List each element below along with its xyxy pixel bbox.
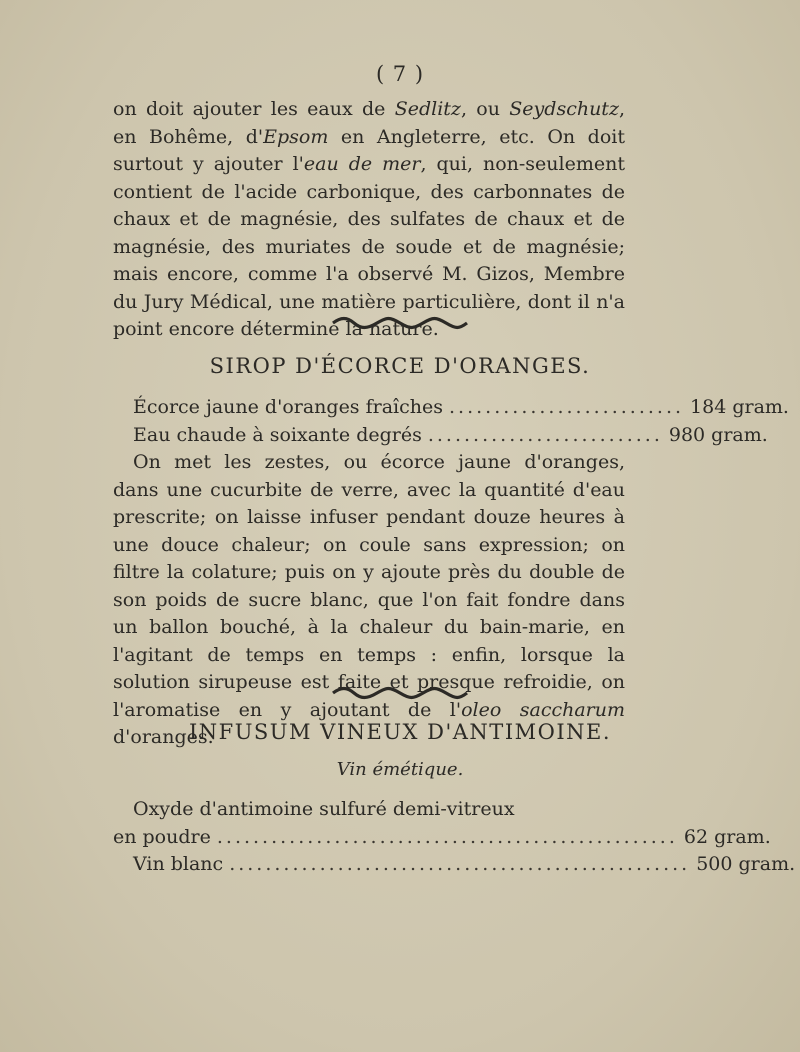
text-run: , qui, non-seulement contient de l'acide carbonique, des carbonnates de chaux et de magnésie, des sulfates de chaux et de magnésie, des muriates de soude et de magnésie; mais encore, comme l'a observé M. Gizos, Membre du Jury Médical, une matière particulière, dont il n'a point encore déterminé la nature. xyxy=(113,153,625,340)
ingredient-name: Eau chaude à soixante degrés xyxy=(133,423,422,446)
ingredient-name: en poudre xyxy=(113,825,211,848)
text-run: on doit ajouter les eaux de xyxy=(113,98,395,120)
ingredient-amount: 184 gram. xyxy=(690,396,789,418)
section-subtitle: Vin émétique. xyxy=(336,759,464,780)
text-run: On met les zestes, ou écorce jaune d'oranges, dans une cucurbite de verre, avec la quantité d'eau prescrite; on laisse infuser pendant douze heures à une douce chaleur; on coule sans expression; on filtre la colature; puis on y ajoute près du double de son poids de sucre blanc, que l'on fait fondre dans un ballon bouché, à la chaleur du bain-marie, en l'agitant de temps en temps : enfin, lorsque la solution sirupeuse est faite et presque refroidie, on l'aromatise en y ajoutant de l' xyxy=(113,451,625,721)
ingredient-amount: 62 gram. xyxy=(683,825,771,848)
ornament-divider xyxy=(0,314,800,333)
ingredient-amount: 980 gram. xyxy=(668,423,768,446)
dot-leader: .......................... xyxy=(449,396,685,418)
ingredient-name: Écorce jaune d'oranges fraîches xyxy=(133,396,443,418)
paragraph-text xyxy=(113,96,625,344)
text-run-italic: oleo saccharum xyxy=(461,698,625,721)
text-run: , en Bohême, d' xyxy=(113,98,625,148)
ingredient-name-line: Oxyde d'antimoine sulfuré demi-vitreux xyxy=(133,798,515,820)
page-number: ( 7 ) xyxy=(375,62,425,86)
text-run: , ou xyxy=(460,98,510,120)
text-run: d'oranges. xyxy=(113,726,214,748)
dot-leader: ................................................... xyxy=(229,853,691,875)
ornament-divider xyxy=(0,684,800,703)
dot-leader: .......................... xyxy=(427,423,663,446)
dot-leader: ................................................... xyxy=(216,825,678,848)
ingredient-row xyxy=(113,394,789,422)
text-run-italic: Sedlitz xyxy=(394,98,461,120)
ingredient-name: Vin blanc xyxy=(133,853,224,875)
section-title-infusum: INFUSUM VINEUX D'ANTIMOINE. xyxy=(188,720,612,744)
section-title-sirop: SIROP D'ÉCORCE D'ORANGES. xyxy=(209,354,591,378)
text-run-italic: Epsom xyxy=(263,125,329,148)
paragraph-sirop-method xyxy=(113,449,625,752)
text-run-italic: Seydschutz xyxy=(509,98,619,120)
ingredient-amount: 500 gram. xyxy=(696,853,796,875)
ornament-wave-icon xyxy=(331,687,469,699)
ingredient-list-infusum xyxy=(113,796,796,879)
ornament-wave-icon xyxy=(331,317,469,329)
text-run-italic: eau de mer xyxy=(303,153,421,175)
ingredient-row xyxy=(113,422,768,450)
ingredient-row xyxy=(113,824,771,852)
ingredient-row xyxy=(113,851,796,879)
paragraph-mineral-waters xyxy=(113,96,625,344)
text-run: en Angleterre, etc. On doit surtout y ajouter l' xyxy=(113,125,625,175)
